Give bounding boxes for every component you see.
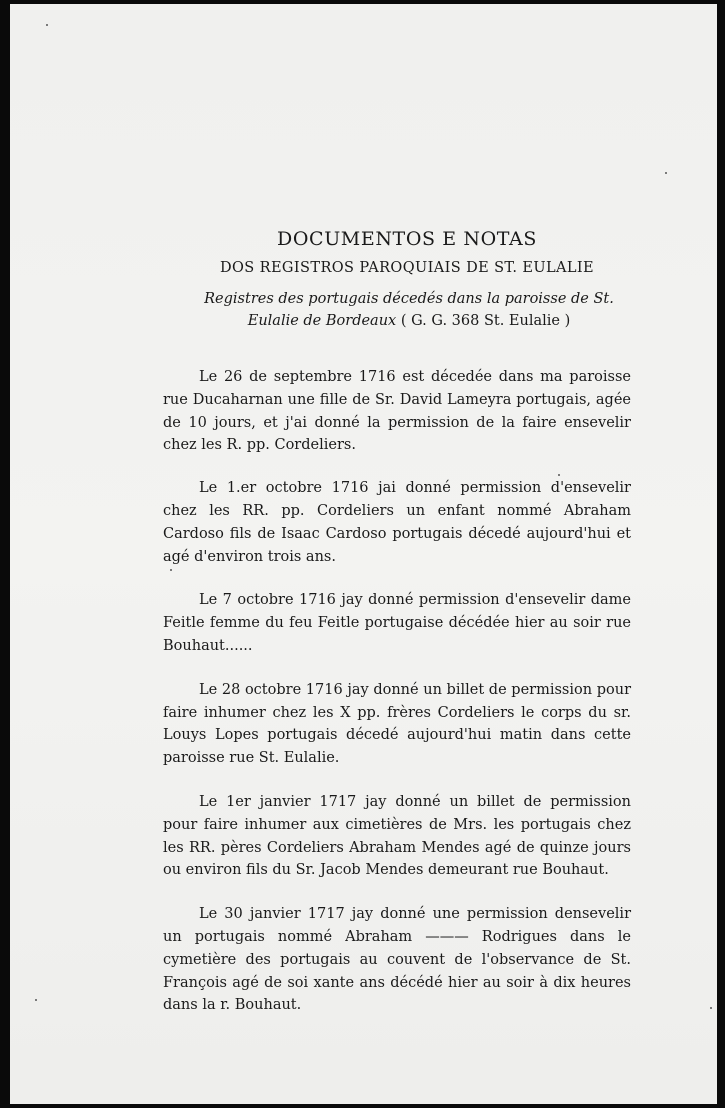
register-entry: Le 26 de septembre 1716 est décedée dans ma paroisse rue Ducaharnan une fille de Sr. David Lameyra portugais, agée de 10 jours, et j'ai donné la permission de la faire ensevelir chez les R. pp. Cordeliers. — [163, 369, 631, 454]
citation-italic: Registres des portugais décedés dans la paroisse de St. Eulalie de Bordeaux — [204, 291, 614, 329]
document-citation — [163, 288, 631, 332]
register-entry: Le 1er janvier 1717 jay donné un billet de permission pour faire inhumer aux cimetières de Mrs. les portugais chez les RR. pères Cordeliers Abraham Mendes agé de quinze jours ou environ fils du Sr. Jacob Mendes demeurant rue Bouhaut. — [163, 793, 631, 879]
document-body — [163, 228, 631, 1017]
scan-speck — [710, 1007, 712, 1009]
scan-speck — [665, 172, 667, 174]
citation-reference: ( G. G. 368 St. Eulalie ) — [400, 313, 571, 329]
register-entry: Le 7 octobre 1716 jay donné permission d'ensevelir dame Feitle femme du feu Feitle portugaise décédée hier au soir rue Bouhaut...... — [163, 592, 631, 654]
register-entry: Le 30 janvier 1717 jay donné une permission densevelir un portugais nommé Abraham ——— Rodrigues dans le cymetière des portugais au couvent de l'observance de St. François agé de soi xante ans décédé hier au soir à dix heures dans la r. Bouhaut. — [163, 906, 631, 1014]
scan-speck — [35, 999, 37, 1001]
scan-speck — [46, 24, 48, 26]
document-subtitle: DOS REGISTROS PAROQUIAIS DE ST. EULALIE — [219, 260, 595, 276]
register-entry: Le 1.er octobre 1716 jai donné permission d'ensevelir chez les RR. pp. Cordeliers un enfant nommé Abraham Cardoso fils de Isaac Cardoso portugais décedé aujourd'hui et agé d'environ trois ans. — [163, 480, 631, 565]
register-entry: Le 28 octobre 1716 jay donné un billet de permission pour faire inhumer chez les X pp. frères Cordeliers le corps du sr. Louys Lopes portugais décedé aujourd'hui matin dans cette paroisse rue St. Eulalie. — [163, 681, 631, 767]
document-title: DOCUMENTOS E NOTAS — [277, 228, 537, 250]
